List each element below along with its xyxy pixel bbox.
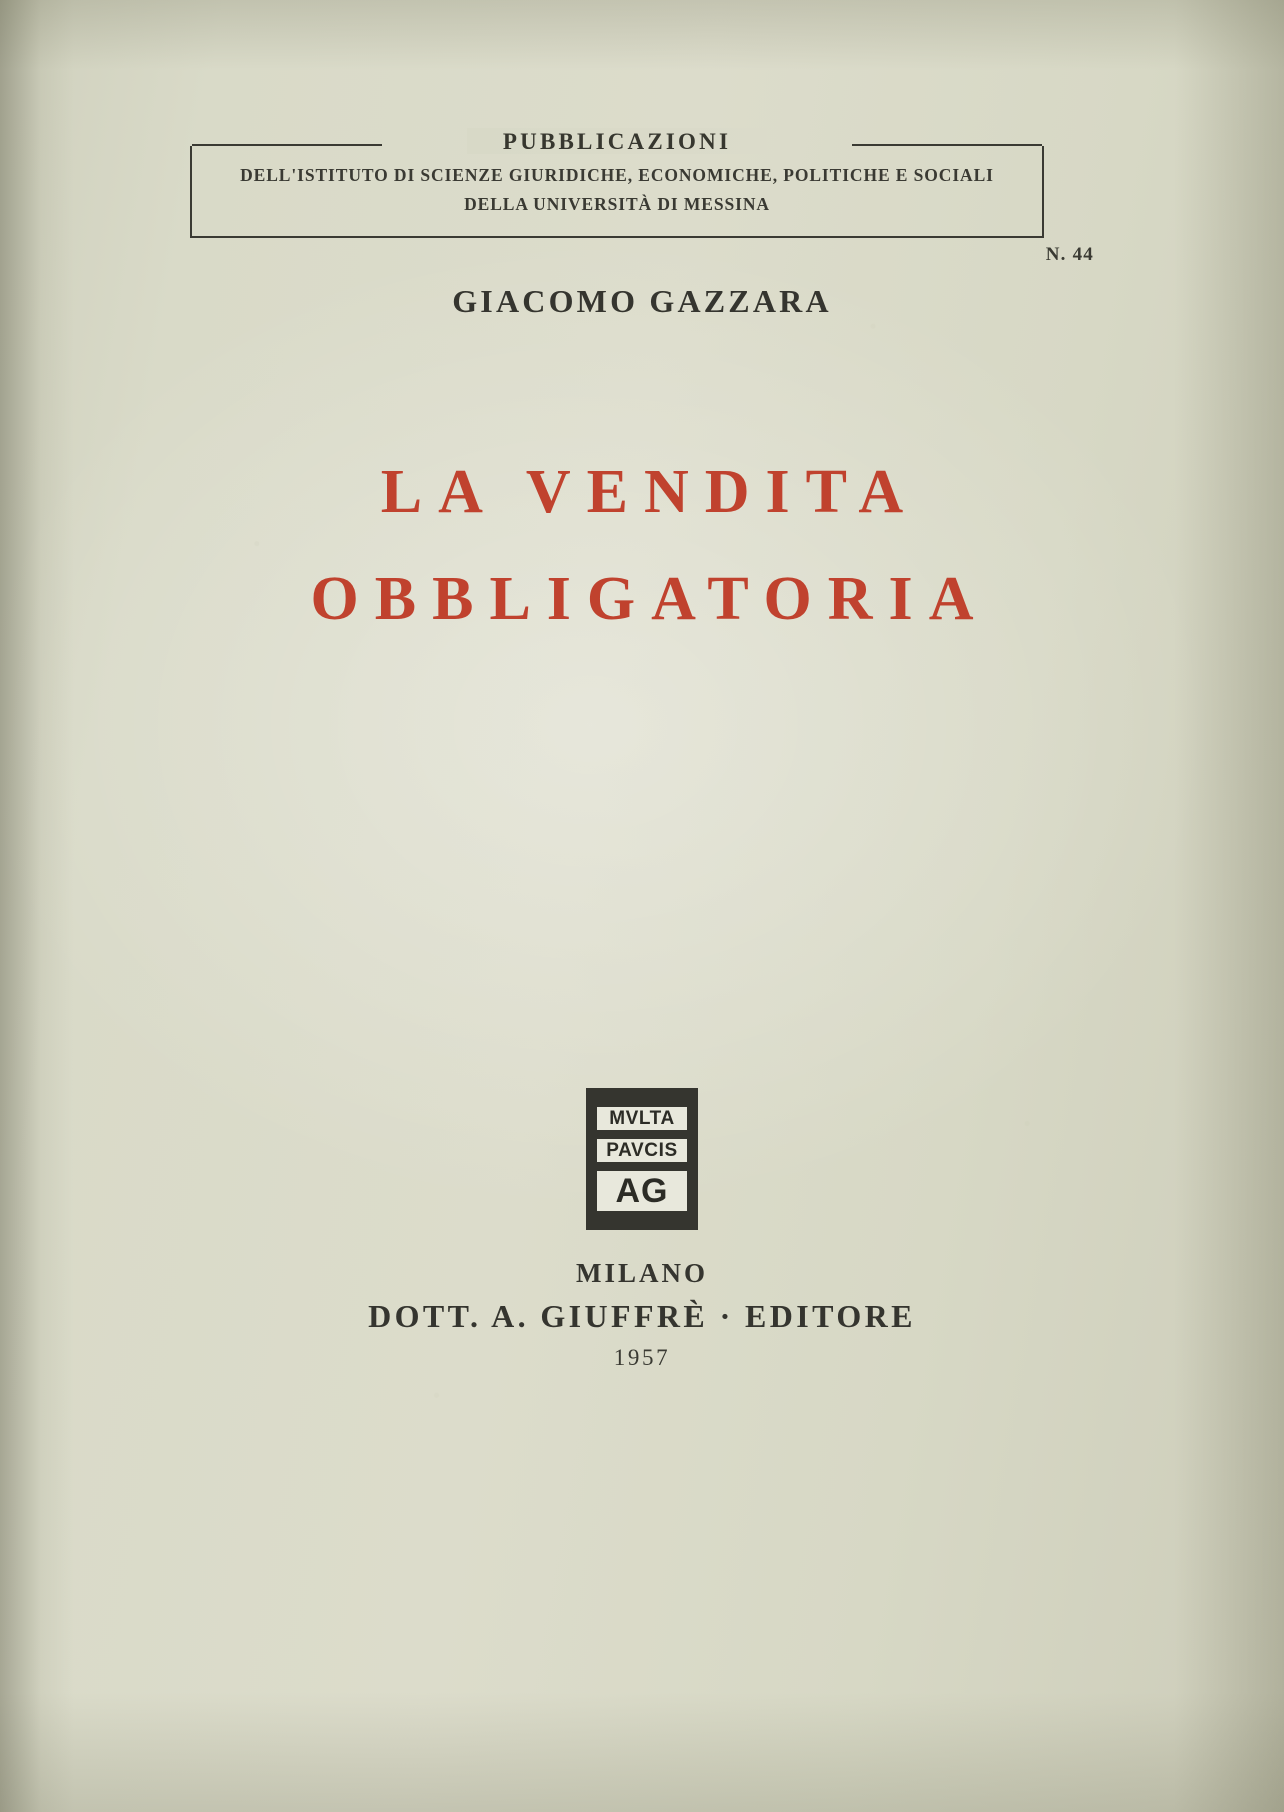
series-number: N. 44 — [1045, 244, 1094, 265]
logo-line-1: MVLTA — [597, 1107, 687, 1130]
series-institute-line-1: DELL'ISTITUTO DI SCIENZE GIURIDICHE, ECONOMICHE, POLITICHE E SOCIALI — [240, 165, 994, 185]
imprint-year: 1957 — [613, 1345, 671, 1370]
author-name: GIACOMO GAZZARA — [452, 283, 832, 319]
logo-line-3: AG — [597, 1171, 687, 1211]
publisher-logo-inner — [596, 1098, 688, 1220]
imprint-publisher: DOTT. A. GIUFFRÈ · EDITORE — [368, 1298, 916, 1334]
series-heading: PUBBLICAZIONI — [502, 129, 732, 154]
title-line-1: LA VENDITA — [380, 458, 920, 526]
imprint-city: MILANO — [576, 1258, 708, 1288]
title-line-2: OBBLIGATORIA — [310, 565, 990, 633]
logo-line-2: PAVCIS — [597, 1139, 687, 1162]
series-box — [190, 129, 1044, 238]
page-title — [0, 440, 1284, 651]
publisher-logo — [586, 1088, 698, 1230]
series-institute-line-2: DELLA UNIVERSITÀ DI MESSINA — [464, 194, 770, 214]
